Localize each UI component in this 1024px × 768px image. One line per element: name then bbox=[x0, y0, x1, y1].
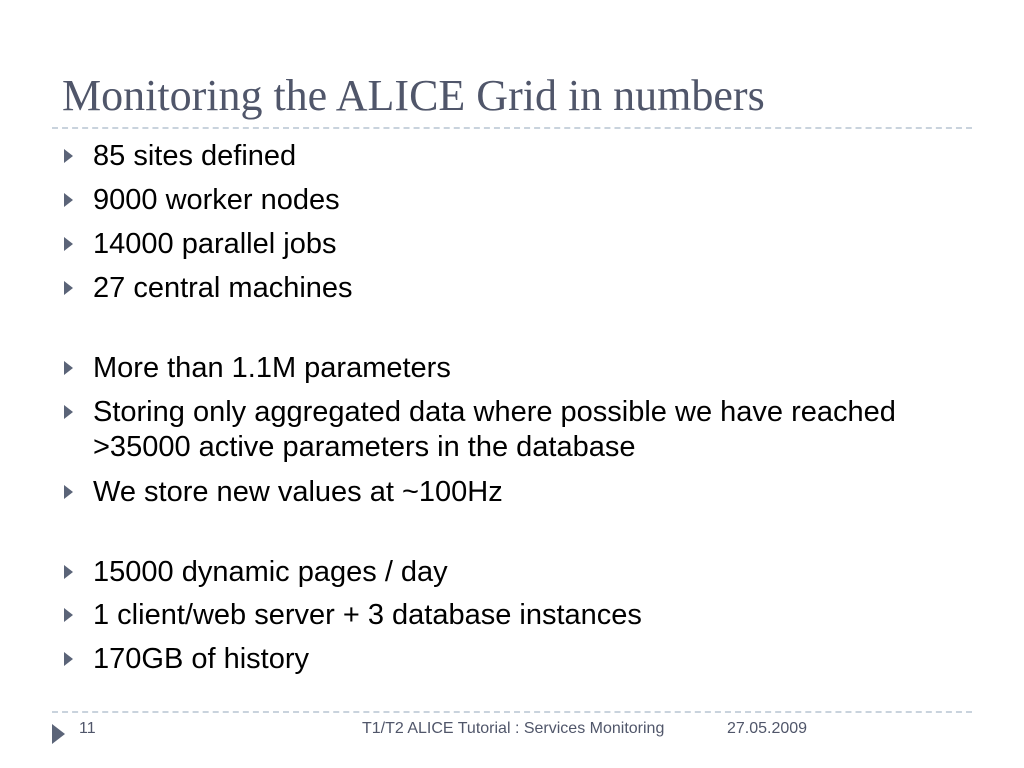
footer-date: 27.05.2009 bbox=[727, 720, 808, 737]
bullet-text: More than 1.1M parameters bbox=[93, 352, 451, 384]
bullet-item bbox=[64, 139, 964, 174]
bullet-text: 27 central machines bbox=[93, 272, 353, 304]
bullet-item bbox=[64, 395, 964, 465]
bullet-item bbox=[64, 642, 964, 677]
slide-title: Monitoring the ALICE Grid in numbers bbox=[62, 71, 765, 120]
bullet-text: 14000 parallel jobs bbox=[93, 228, 337, 260]
title-divider bbox=[52, 127, 972, 129]
bullet-item bbox=[64, 475, 964, 510]
bullet-item bbox=[64, 271, 964, 306]
footer-divider bbox=[52, 711, 972, 713]
triangle-right-icon bbox=[64, 608, 73, 622]
triangle-right-icon bbox=[64, 361, 73, 375]
triangle-right-icon bbox=[64, 193, 73, 207]
triangle-right-icon bbox=[64, 485, 73, 499]
bullet-item bbox=[64, 598, 964, 633]
bullet-item bbox=[64, 351, 964, 386]
footer-presentation-title: T1/T2 ALICE Tutorial : Services Monitoring bbox=[362, 720, 665, 737]
triangle-right-icon bbox=[64, 565, 73, 579]
bullet-text: 170GB of history bbox=[93, 643, 309, 675]
triangle-right-icon bbox=[64, 237, 73, 251]
bullet-item bbox=[64, 227, 964, 262]
triangle-right-icon bbox=[52, 724, 65, 744]
bullet-item bbox=[64, 555, 964, 590]
triangle-right-icon bbox=[64, 652, 73, 666]
bullet-text: 15000 dynamic pages / day bbox=[93, 556, 448, 588]
triangle-right-icon bbox=[64, 405, 73, 419]
bullet-text: 1 client/web server + 3 database instances bbox=[93, 599, 642, 631]
bullet-item bbox=[64, 183, 964, 218]
bullet-text: 85 sites defined bbox=[93, 140, 297, 172]
triangle-right-icon bbox=[64, 149, 73, 163]
bullet-text: Storing only aggregated data where possible we have reached >35000 active parameters in the database bbox=[93, 396, 896, 463]
bullet-text: 9000 worker nodes bbox=[93, 184, 340, 216]
page-number: 11 bbox=[79, 720, 96, 737]
bullet-text: We store new values at ~100Hz bbox=[93, 476, 503, 508]
triangle-right-icon bbox=[64, 281, 73, 295]
